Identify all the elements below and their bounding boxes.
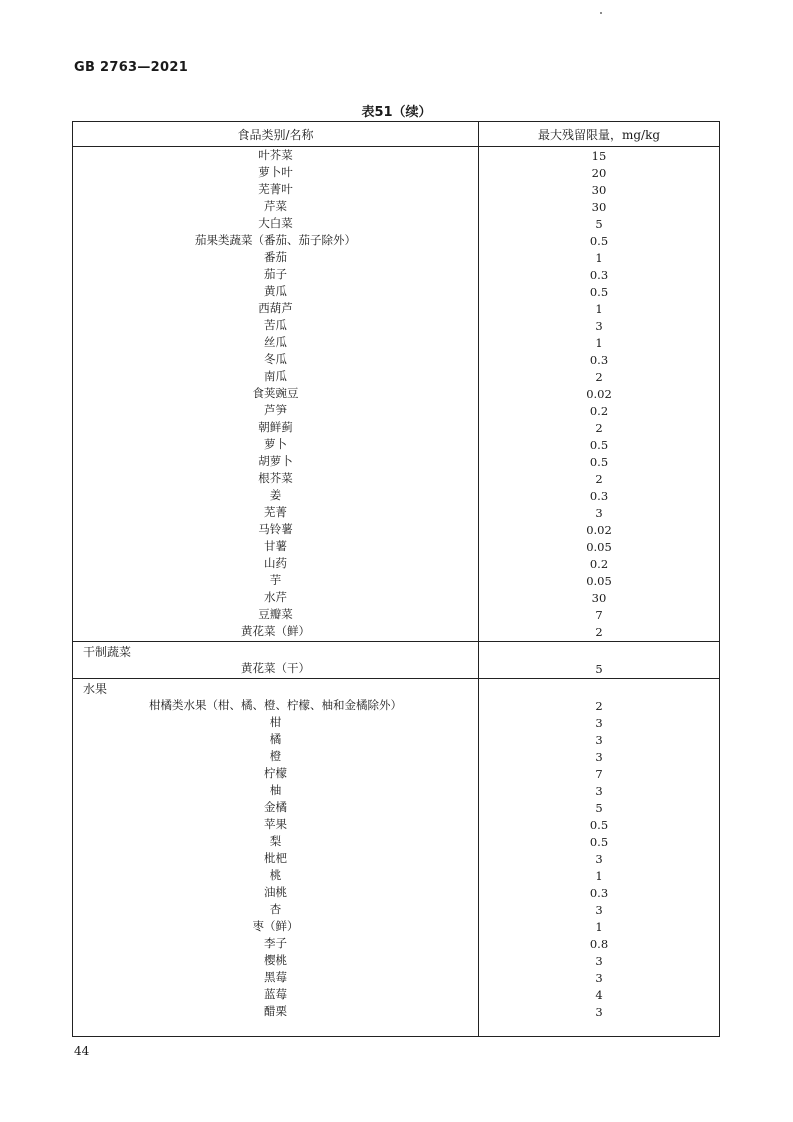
food-name-cell: 冬瓜 [264,352,287,366]
limit-value-cell: 30 [591,183,607,197]
limit-value-cell: 3 [595,750,603,764]
food-name-cell: 金橘 [264,800,287,814]
limit-value-cell: 0.3 [589,489,609,503]
food-name-cell: 根芥菜 [258,471,293,485]
food-name-cell: 叶芥菜 [258,148,293,162]
limit-value-cell: 0.2 [589,557,609,571]
standard-code: GB 2763—2021 [74,60,189,75]
section-divider [73,641,719,642]
limit-value-cell: 5 [595,801,603,815]
limit-value-cell: 0.5 [589,438,609,452]
food-name-cell: 山药 [264,556,287,570]
food-name-cell: 茄子 [264,267,287,281]
food-name-cell: 柑 [269,715,282,729]
food-name-cell: 柑橘类水果（柑、橘、橙、柠檬、柚和金橘除外） [149,698,402,712]
limit-value-cell: 30 [591,200,607,214]
food-name-cell: 油桃 [264,885,287,899]
limit-value-cell: 0.5 [589,455,609,469]
food-name-cell: 萝卜叶 [258,165,293,179]
limit-value-cell: 0.5 [589,234,609,248]
food-name-cell: 橘 [269,732,282,746]
food-name-cell: 杏 [269,902,282,916]
food-name-cell: 马铃薯 [258,522,293,536]
food-name-cell: 姜 [269,488,282,502]
food-name-cell: 黄花菜（干） [241,661,310,675]
food-name-cell: 黑莓 [264,970,287,984]
limit-value-cell: 0.3 [589,268,609,282]
scan-speck [600,12,602,14]
column-header-food: 食品类别/名称 [237,128,314,142]
food-name-cell: 南瓜 [264,369,287,383]
limit-value-cell: 2 [595,699,603,713]
limit-value-cell: 3 [595,716,603,730]
section-label: 干制蔬菜 [83,645,132,659]
food-name-cell: 萝卜 [264,437,287,451]
limit-value-cell: 5 [595,217,603,231]
food-name-cell: 大白菜 [258,216,293,230]
food-name-cell: 枇杷 [264,851,287,865]
food-name-cell: 甘薯 [264,539,287,553]
food-name-cell: 柚 [269,783,282,797]
limit-value-cell: 7 [595,608,603,622]
food-name-cell: 梨 [269,834,282,848]
limit-value-cell: 7 [595,767,603,781]
limit-value-cell: 0.05 [586,574,612,588]
limit-value-cell: 3 [595,784,603,798]
food-name-cell: 番茄 [264,250,287,264]
food-name-cell: 食荚豌豆 [252,386,299,400]
food-name-cell: 芜菁叶 [258,182,293,196]
section-divider [73,678,719,679]
limit-value-cell: 0.02 [586,387,612,401]
limit-value-cell: 0.02 [586,523,612,537]
limit-value-cell: 5 [595,662,603,676]
limit-value-cell: 3 [595,903,603,917]
limit-value-cell: 3 [595,852,603,866]
food-name-cell: 芹菜 [264,199,287,213]
limit-value-cell: 15 [591,149,607,163]
limit-value-cell: 1 [595,920,603,934]
limit-value-cell: 0.5 [589,285,609,299]
limit-value-cell: 1 [595,251,603,265]
food-name-cell: 枣（鲜） [252,919,299,933]
food-name-cell: 芋 [269,573,282,587]
limit-value-cell: 0.5 [589,835,609,849]
food-name-cell: 苦瓜 [264,318,287,332]
food-name-cell: 醋栗 [264,1004,287,1018]
residue-limit-table [72,121,720,1037]
limit-value-cell: 3 [595,1005,603,1019]
limit-value-cell: 2 [595,421,603,435]
food-name-cell: 茄果类蔬菜（番茄、茄子除外） [195,233,356,247]
food-name-cell: 蓝莓 [264,987,287,1001]
limit-value-cell: 20 [591,166,607,180]
table-title: 表51（续） [361,105,432,120]
limit-value-cell: 0.05 [586,540,612,554]
limit-value-cell: 1 [595,869,603,883]
food-name-cell: 豆瓣菜 [258,607,293,621]
page-number: 44 [74,1044,90,1058]
limit-value-cell: 0.5 [589,818,609,832]
section-label: 水果 [83,682,108,696]
food-name-cell: 樱桃 [264,953,287,967]
limit-value-cell: 1 [595,302,603,316]
limit-value-cell: 2 [595,370,603,384]
limit-value-cell: 2 [595,625,603,639]
limit-value-cell: 30 [591,591,607,605]
limit-value-cell: 3 [595,954,603,968]
food-name-cell: 橙 [269,749,282,763]
limit-value-cell: 3 [595,506,603,520]
food-name-cell: 丝瓜 [264,335,287,349]
food-name-cell: 柠檬 [264,766,287,780]
food-name-cell: 胡萝卜 [258,454,293,468]
food-name-cell: 李子 [264,936,287,950]
food-name-cell: 苹果 [264,817,287,831]
limit-value-cell: 2 [595,472,603,486]
table-header-row [73,122,719,147]
limit-value-cell: 0.3 [589,353,609,367]
limit-value-cell: 3 [595,733,603,747]
food-name-cell: 水芹 [264,590,287,604]
limit-value-cell: 3 [595,319,603,333]
food-name-cell: 西葫芦 [258,301,293,315]
food-name-cell: 芦笋 [264,403,287,417]
food-name-cell: 黄瓜 [264,284,287,298]
food-name-cell: 朝鲜蓟 [258,420,293,434]
limit-value-cell: 0.2 [589,404,609,418]
limit-value-cell: 1 [595,336,603,350]
limit-value-cell: 0.8 [589,937,609,951]
food-name-cell: 桃 [269,868,282,882]
limit-value-cell: 0.3 [589,886,609,900]
food-name-cell: 黄花菜（鲜） [241,624,310,638]
limit-value-cell: 4 [595,988,603,1002]
food-name-cell: 芜菁 [264,505,287,519]
column-header-limit: 最大残留限量，mg/kg [537,128,661,142]
limit-value-cell: 3 [595,971,603,985]
